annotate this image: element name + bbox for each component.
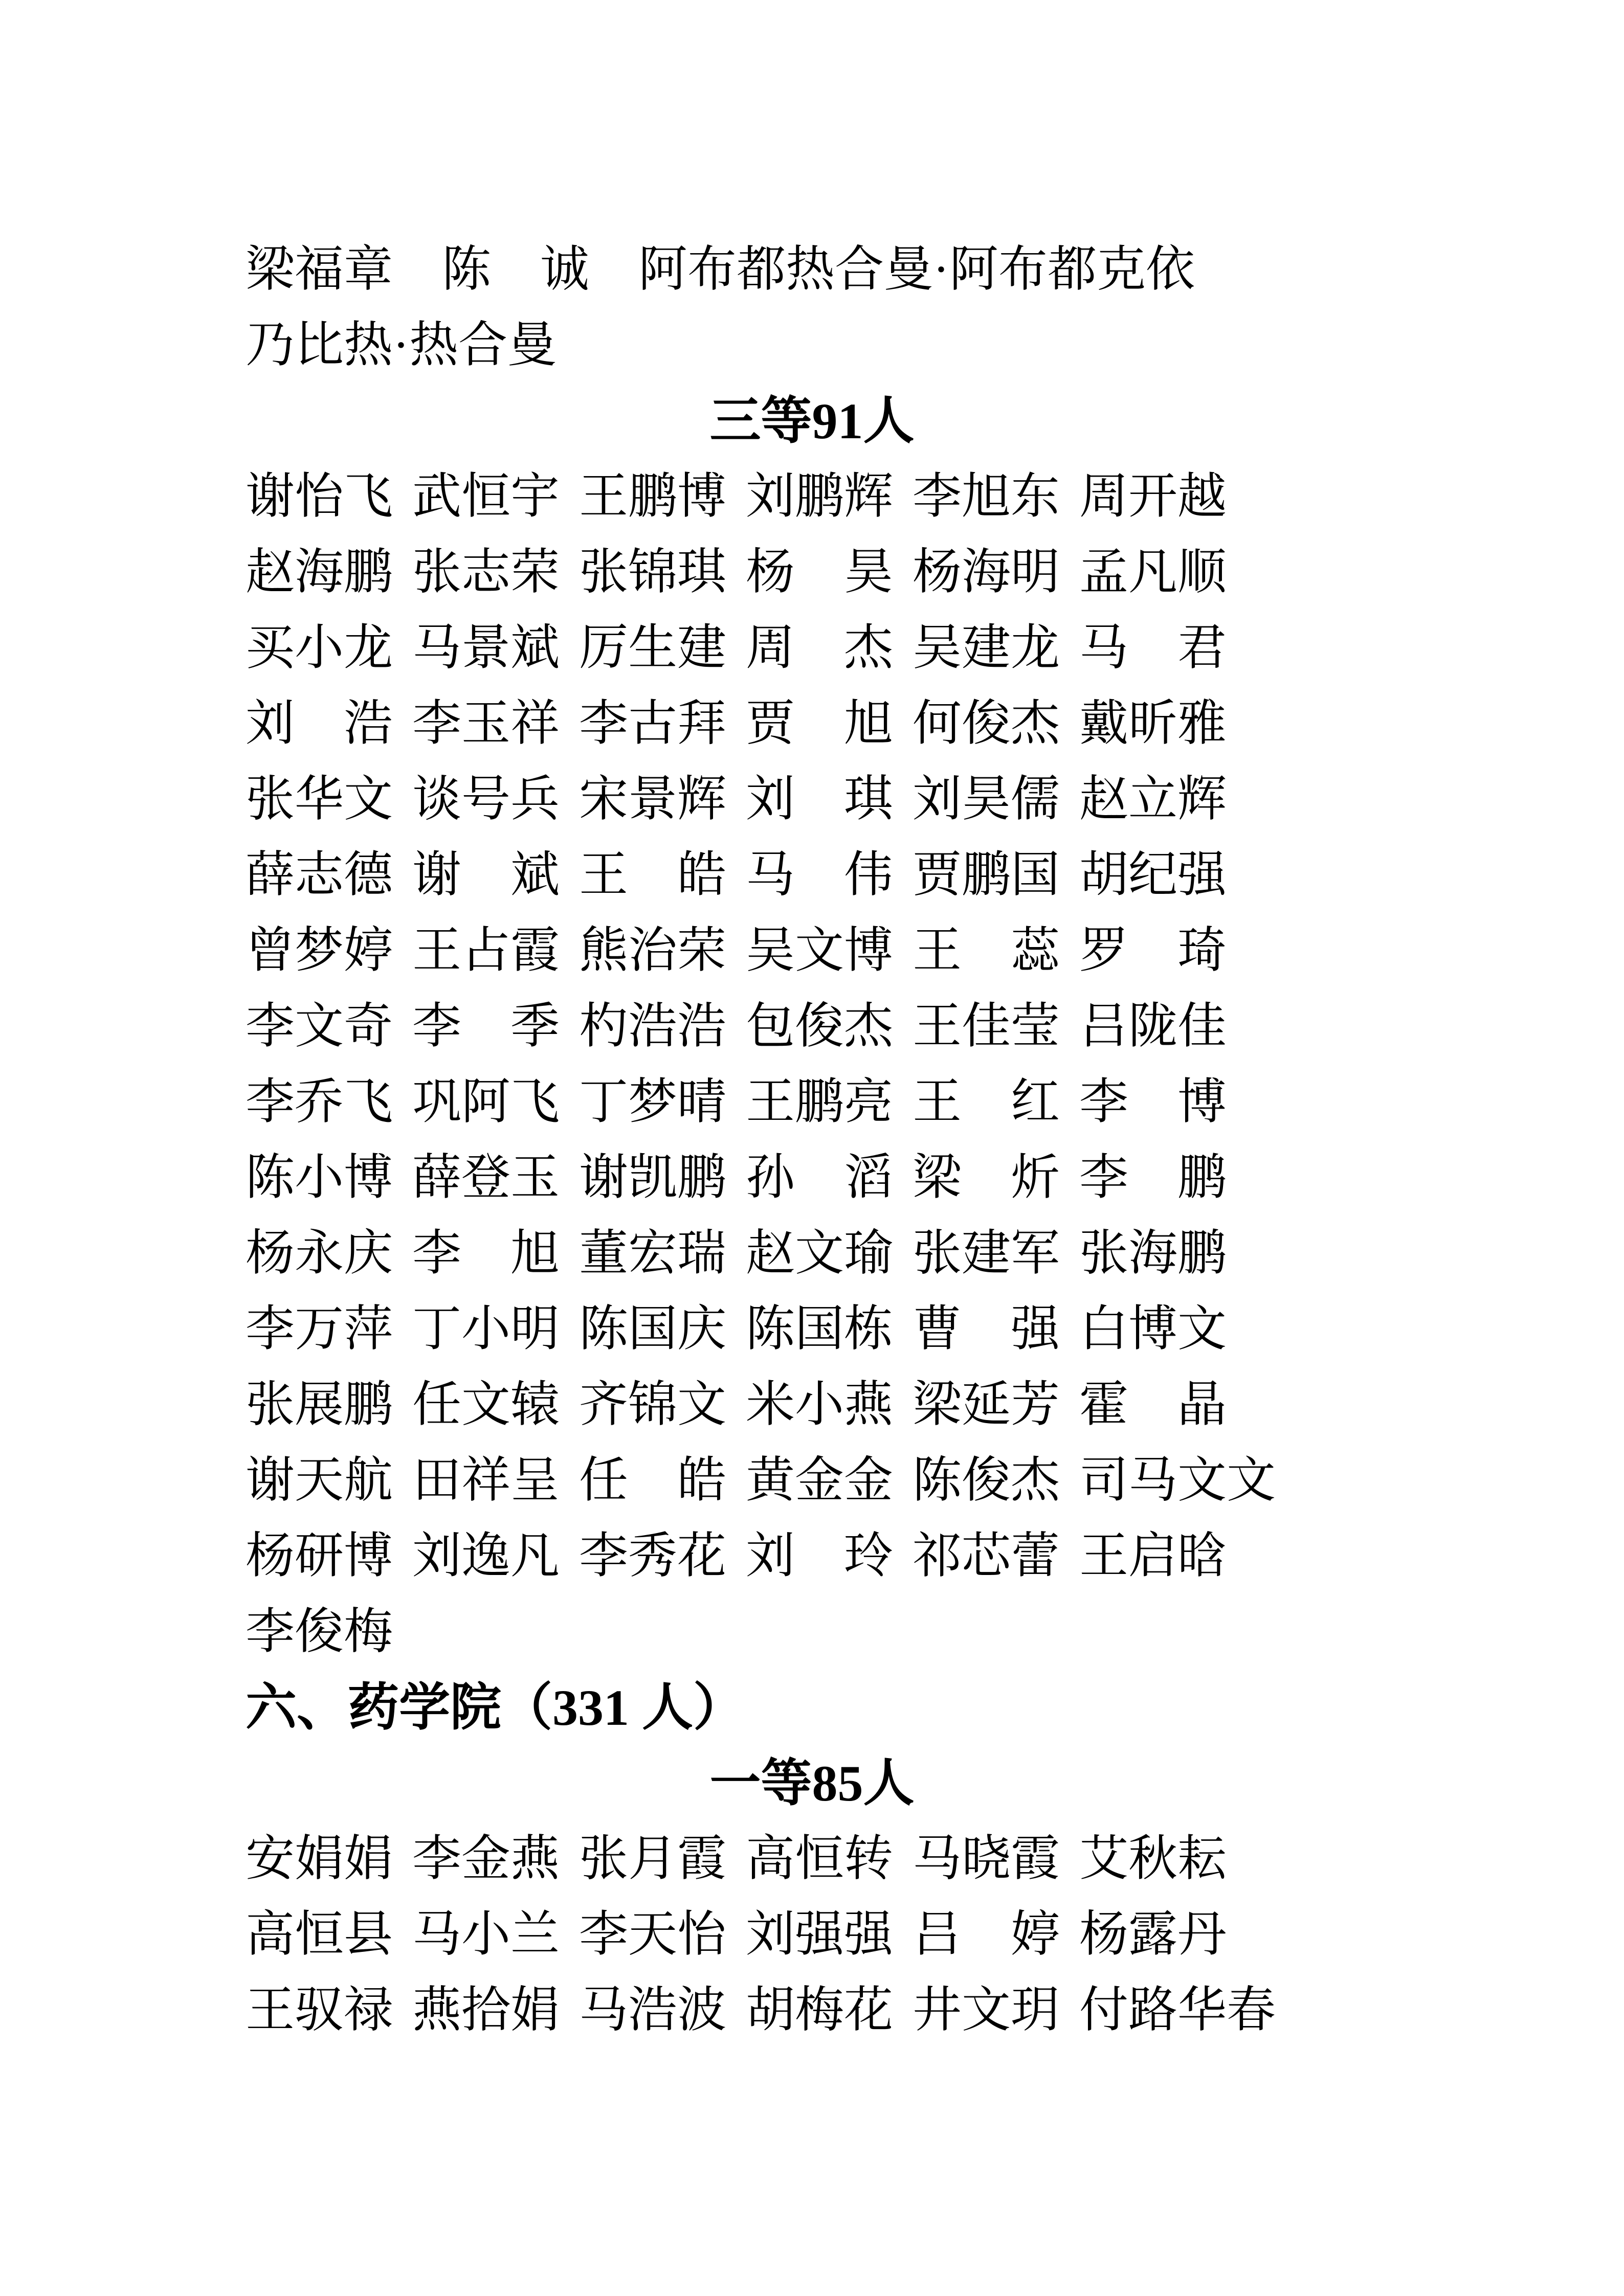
person-name: 买小龙 bbox=[246, 620, 393, 675]
person-name: 李万萍 bbox=[246, 1301, 393, 1356]
person-name: 梁延芳 bbox=[913, 1377, 1060, 1432]
person-name: 李乔飞 bbox=[246, 1074, 393, 1129]
person-name: 李金燕 bbox=[412, 1831, 560, 1886]
person-name: 张志荣 bbox=[412, 544, 560, 599]
person-name: 艾秋耘 bbox=[1079, 1831, 1227, 1886]
person-name: 胡梅花 bbox=[746, 1982, 893, 2037]
person-name: 刘强强 bbox=[746, 1906, 893, 1962]
person-name: 杨研博 bbox=[246, 1528, 393, 1583]
person-name: 谢 斌 bbox=[412, 847, 560, 902]
person-name: 马 伟 bbox=[746, 847, 893, 902]
person-name: 任 皓 bbox=[579, 1452, 726, 1507]
person-name: 胡纪强 bbox=[1079, 847, 1227, 902]
person-name: 刘 浩 bbox=[246, 695, 393, 751]
person-name: 田祥呈 bbox=[412, 1452, 560, 1507]
person-name: 井文玥 bbox=[913, 1982, 1060, 2037]
person-name: 刘逸凡 bbox=[412, 1528, 560, 1583]
person-name: 薛志德 bbox=[246, 847, 393, 902]
person-name: 孙 滔 bbox=[746, 1150, 893, 1205]
intro-line-1: 梁福章 陈 诚 阿布都热合曼·阿布都克依 bbox=[246, 241, 1195, 297]
person-name: 包俊杰 bbox=[746, 998, 893, 1053]
person-name: 赵海鹏 bbox=[246, 544, 393, 599]
person-name: 祁芯蕾 bbox=[913, 1528, 1060, 1583]
person-name: 安娟娟 bbox=[246, 1831, 393, 1886]
person-name: 刘昊儒 bbox=[913, 771, 1060, 826]
person-name: 宋景辉 bbox=[579, 771, 726, 826]
person-name: 米小燕 bbox=[746, 1377, 893, 1432]
person-name: 李 季 bbox=[412, 998, 560, 1053]
person-name: 李 博 bbox=[1079, 1074, 1227, 1129]
person-name: 吕陇佳 bbox=[1079, 998, 1227, 1053]
person-name: 王占霞 bbox=[412, 922, 560, 978]
person-name: 董宏瑞 bbox=[579, 1225, 726, 1280]
name-row bbox=[0, 1968, 1624, 2043]
person-name: 马晓霞 bbox=[913, 1831, 1060, 1886]
person-name: 王佳莹 bbox=[913, 998, 1060, 1053]
name-row bbox=[0, 1287, 1624, 1362]
person-name: 曹 强 bbox=[913, 1301, 1060, 1356]
person-name: 李古拜 bbox=[579, 695, 726, 751]
person-name: 谢天航 bbox=[246, 1452, 393, 1507]
person-name: 王 红 bbox=[913, 1074, 1060, 1129]
person-name: 张月霞 bbox=[579, 1831, 726, 1886]
person-name: 周开越 bbox=[1079, 468, 1227, 524]
person-name: 曾梦婷 bbox=[246, 922, 393, 978]
person-name: 杨永庆 bbox=[246, 1225, 393, 1280]
section-heading-first-class: 一等85人 bbox=[709, 1755, 915, 1812]
name-row bbox=[0, 1816, 1624, 1892]
name-row bbox=[0, 1060, 1624, 1135]
name-row bbox=[0, 832, 1624, 908]
name-row bbox=[0, 757, 1624, 832]
name-row bbox=[0, 1362, 1624, 1438]
person-name: 白博文 bbox=[1079, 1301, 1227, 1356]
person-name: 丁小明 bbox=[412, 1301, 560, 1356]
person-name: 杨露丹 bbox=[1079, 1906, 1227, 1962]
name-row bbox=[0, 1438, 1624, 1514]
person-name: 王启晗 bbox=[1079, 1528, 1227, 1583]
person-name: 罗 琦 bbox=[1079, 922, 1227, 978]
person-name: 高恒转 bbox=[746, 1831, 893, 1886]
person-name: 武恒宇 bbox=[412, 468, 560, 524]
person-name: 张展鹏 bbox=[246, 1377, 393, 1432]
person-name: 任文辕 bbox=[412, 1377, 560, 1432]
person-name: 李 鹏 bbox=[1079, 1150, 1227, 1205]
person-name: 李 旭 bbox=[412, 1225, 560, 1280]
person-name: 谢怡飞 bbox=[246, 468, 393, 524]
name-row bbox=[0, 908, 1624, 984]
person-name: 杨 昊 bbox=[746, 544, 893, 599]
person-name: 周 杰 bbox=[746, 620, 893, 675]
person-name: 贾 旭 bbox=[746, 695, 893, 751]
name-row bbox=[0, 1514, 1624, 1589]
person-name: 马浩波 bbox=[579, 1982, 726, 2037]
person-name: 孟凡顺 bbox=[1079, 544, 1227, 599]
person-name: 戴昕雅 bbox=[1079, 695, 1227, 751]
person-name: 齐锦文 bbox=[579, 1377, 726, 1432]
person-name: 王鹏博 bbox=[579, 468, 726, 524]
person-name: 刘鹏辉 bbox=[746, 468, 893, 524]
person-name: 刘 琪 bbox=[746, 771, 893, 826]
person-name: 厉生建 bbox=[579, 620, 726, 675]
first-class-name-list bbox=[0, 1816, 1624, 2043]
name-row bbox=[0, 1589, 1624, 1665]
name-row bbox=[0, 1135, 1624, 1211]
name-row bbox=[0, 1892, 1624, 1968]
person-name: 马 君 bbox=[1079, 620, 1227, 675]
person-name: 张锦琪 bbox=[579, 544, 726, 599]
name-row bbox=[0, 1211, 1624, 1287]
person-name: 李俊梅 bbox=[246, 1604, 393, 1659]
section-heading-third-class: 三等91人 bbox=[709, 393, 915, 449]
person-name: 李天怡 bbox=[579, 1906, 726, 1962]
person-name: 马小兰 bbox=[412, 1906, 560, 1962]
person-name: 燕拾娟 bbox=[412, 1982, 560, 2037]
person-name: 霍 晶 bbox=[1079, 1377, 1227, 1432]
name-row bbox=[0, 984, 1624, 1060]
person-name: 王驭禄 bbox=[246, 1982, 393, 2037]
person-name: 高恒县 bbox=[246, 1906, 393, 1962]
person-name: 吴建龙 bbox=[913, 620, 1060, 675]
person-name: 张海鹏 bbox=[1079, 1225, 1227, 1280]
person-name: 熊治荣 bbox=[579, 922, 726, 978]
section-heading-pharmacy-college: 六、药学院（331 人） bbox=[246, 1679, 744, 1736]
person-name: 黄金金 bbox=[746, 1452, 893, 1507]
person-name: 陈俊杰 bbox=[913, 1452, 1060, 1507]
person-name: 陈小博 bbox=[246, 1150, 393, 1205]
person-name: 薛登玉 bbox=[412, 1150, 560, 1205]
name-row bbox=[0, 454, 1624, 530]
person-name: 梁 炘 bbox=[913, 1150, 1060, 1205]
person-name: 刘 玲 bbox=[746, 1528, 893, 1583]
person-name: 杨海明 bbox=[913, 544, 1060, 599]
person-name: 司马文文 bbox=[1079, 1452, 1276, 1507]
person-name: 付路华春 bbox=[1079, 1982, 1276, 2037]
third-class-name-list bbox=[0, 454, 1624, 1665]
person-name: 巩阿飞 bbox=[412, 1074, 560, 1129]
person-name: 谢凯鹏 bbox=[579, 1150, 726, 1205]
person-name: 贾鹏国 bbox=[913, 847, 1060, 902]
person-name: 陈国栋 bbox=[746, 1301, 893, 1356]
person-name: 何俊杰 bbox=[913, 695, 1060, 751]
intro-line-2: 乃比热·热合曼 bbox=[246, 317, 557, 372]
person-name: 李玉祥 bbox=[412, 695, 560, 751]
person-name: 丁梦晴 bbox=[579, 1074, 726, 1129]
person-name: 王 蕊 bbox=[913, 922, 1060, 978]
person-name: 李旭东 bbox=[913, 468, 1060, 524]
person-name: 赵立辉 bbox=[1079, 771, 1227, 826]
person-name: 王鹏亮 bbox=[746, 1074, 893, 1129]
name-row bbox=[0, 605, 1624, 681]
document-page bbox=[0, 227, 1624, 2043]
person-name: 赵文瑜 bbox=[746, 1225, 893, 1280]
name-row bbox=[0, 530, 1624, 605]
person-name: 杓浩浩 bbox=[579, 998, 726, 1053]
person-name: 张建军 bbox=[913, 1225, 1060, 1280]
person-name: 吕 婷 bbox=[913, 1906, 1060, 1962]
person-name: 王 皓 bbox=[579, 847, 726, 902]
person-name: 张华文 bbox=[246, 771, 393, 826]
person-name: 陈国庆 bbox=[579, 1301, 726, 1356]
person-name: 谈号兵 bbox=[412, 771, 560, 826]
person-name: 马景斌 bbox=[412, 620, 560, 675]
name-row bbox=[0, 681, 1624, 757]
person-name: 李文奇 bbox=[246, 998, 393, 1053]
person-name: 吴文博 bbox=[746, 922, 893, 978]
person-name: 李秀花 bbox=[579, 1528, 726, 1583]
